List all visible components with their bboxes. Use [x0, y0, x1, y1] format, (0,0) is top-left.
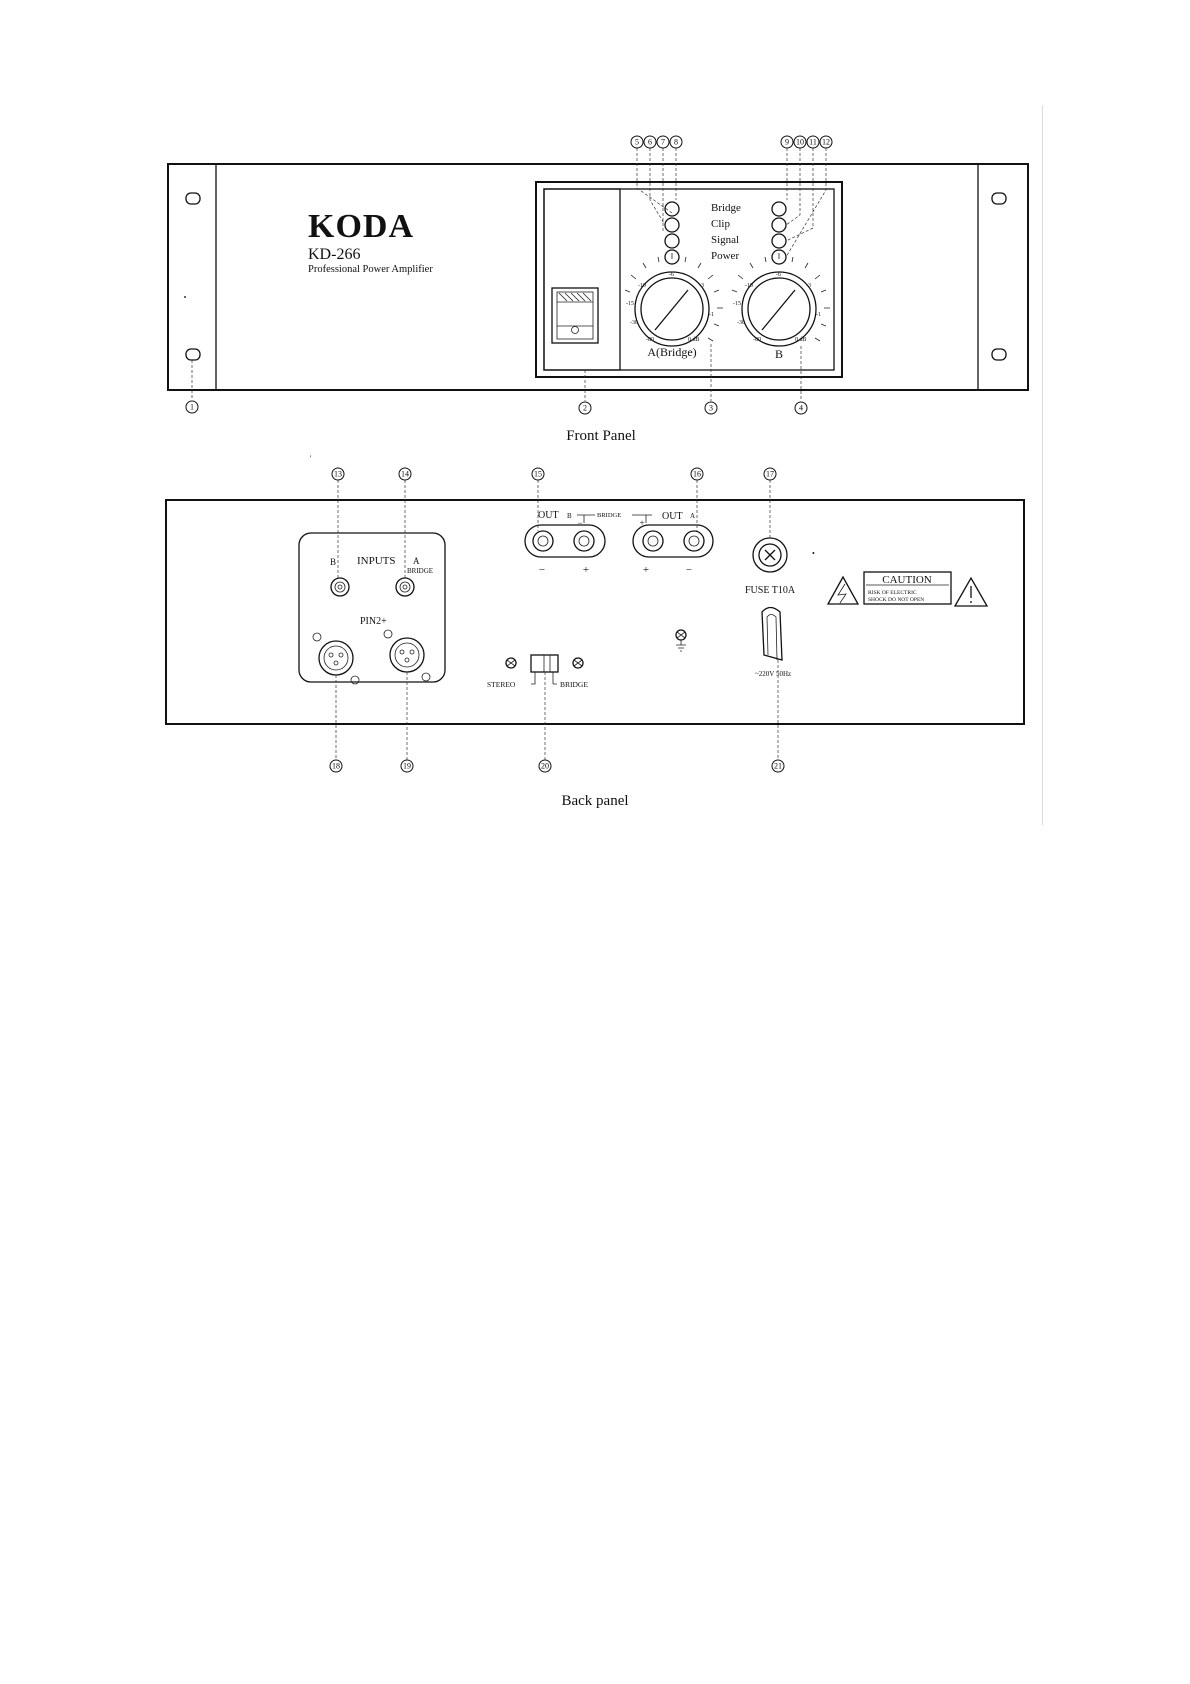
polarity-1: − [538, 564, 546, 576]
dot-mark: • [812, 549, 815, 558]
knob-a-tick-0db: 0 dB [688, 337, 700, 343]
svg-text:1: 1 [190, 402, 194, 412]
brand-logo: KODA [308, 208, 414, 245]
bridge-minus: − [577, 518, 583, 528]
switch-bridge-label: BRIDGE [560, 680, 588, 689]
out-a-channel: A [690, 512, 696, 520]
power-cord [762, 608, 782, 661]
caution-label [828, 572, 987, 606]
rack-slot-bottom-left [186, 349, 200, 360]
knob-b-tick-m6: -6 [776, 272, 781, 278]
speaker-post-b-neg[interactable] [533, 531, 553, 551]
knob-a-tick-m10: -10 [638, 283, 646, 289]
input-jack-b[interactable] [331, 578, 349, 596]
callout-19 [401, 760, 413, 772]
speaker-post-a-pos[interactable] [643, 531, 663, 551]
svg-text:14: 14 [401, 469, 409, 479]
switch-leaders [531, 672, 557, 684]
rack-slot-top-left [186, 193, 200, 204]
bridge-led-b [772, 202, 786, 216]
callout-21 [772, 760, 784, 772]
rack-slot-top-right [992, 193, 1006, 204]
callout-1 [186, 401, 198, 413]
label-bridge: Bridge [711, 202, 741, 214]
callout-11 [807, 136, 819, 148]
signal-led-a [665, 234, 679, 248]
svg-text:8: 8 [674, 137, 678, 147]
svg-text:2: 2 [583, 403, 587, 413]
out-b-channel: B [567, 512, 572, 520]
back-panel-caption: Back panel [561, 793, 629, 809]
svg-text:18: 18 [332, 761, 340, 771]
label-signal: Signal [711, 234, 740, 246]
callout-3 [705, 402, 717, 414]
knob-a-tick-m30: -30 [630, 320, 638, 326]
power-switch[interactable] [552, 288, 598, 343]
speaker-post-b-pos[interactable] [574, 531, 594, 551]
stereo-bridge-switch[interactable] [531, 655, 558, 672]
fuse-label: FUSE T10A [745, 585, 796, 596]
polarity-4: − [685, 564, 693, 576]
callout-5 [631, 136, 643, 148]
signal-led-b [772, 234, 786, 248]
product-subtitle: Professional Power Amplifier [308, 264, 433, 275]
label-clip: Clip [711, 218, 730, 230]
input-bridge-label: BRIDGE [407, 567, 434, 575]
svg-text:21: 21 [774, 761, 782, 771]
knob-b-tick-m10: -10 [745, 283, 753, 289]
callout-18 [330, 760, 342, 772]
input-b-label: B [330, 557, 337, 567]
callout-14 [399, 468, 411, 480]
callout-20 [539, 760, 551, 772]
switch-screw-left [506, 658, 516, 668]
warning-bolt-icon [828, 577, 858, 604]
ground-terminal [676, 630, 686, 651]
svg-text:19: 19 [403, 761, 411, 771]
knob-a-tick-m80: -80 [646, 337, 654, 343]
svg-text:15: 15 [534, 469, 542, 479]
caution-line-2: SHOCK DO NOT OPEN [868, 597, 925, 603]
inputs-label: INPUTS [357, 555, 396, 567]
callout-8 [670, 136, 682, 148]
svg-text:3: 3 [709, 403, 713, 413]
model-name: KD-266 [308, 246, 361, 263]
speaker-post-a-neg[interactable] [684, 531, 704, 551]
clip-led-b [772, 218, 786, 232]
power-rating-label: ~220V 50Hz [755, 670, 792, 678]
svg-text:9: 9 [785, 137, 789, 147]
knob-b-label: B [774, 347, 784, 361]
callout-4 [795, 402, 807, 414]
output-a-block [633, 525, 713, 557]
bridge-plus: + [639, 518, 645, 528]
knob-b-tick-m80: -80 [753, 337, 761, 343]
front-panel-outline [168, 164, 1028, 390]
fuse-holder[interactable] [753, 538, 787, 572]
front-panel-caption: Front Panel [566, 428, 636, 444]
knob-b-tick-m3: -3 [806, 283, 811, 289]
callout-9 [781, 136, 793, 148]
label-power: Power [711, 250, 740, 262]
caution-line-1: RISK OF ELECTRIC [868, 590, 917, 596]
callout-6 [644, 136, 656, 148]
leaders-led-a [637, 148, 676, 233]
out-a-label: OUT [662, 511, 683, 522]
clip-led-a [665, 218, 679, 232]
svg-text:20: 20 [541, 761, 549, 771]
knob-a-tick-m6: -6 [669, 272, 674, 278]
bridge-led-a [665, 202, 679, 216]
output-b-block [525, 525, 605, 557]
switch-stereo-label: STEREO [487, 680, 516, 689]
knob-b-tick-0db: 0 dB [795, 337, 807, 343]
svg-text:12: 12 [822, 137, 830, 147]
svg-text:6: 6 [648, 137, 652, 147]
callout-17 [764, 468, 776, 480]
svg-text:11: 11 [809, 137, 817, 147]
out-b-label: OUT [538, 510, 559, 521]
leaders-back-top [338, 480, 770, 578]
callout-10 [794, 136, 806, 148]
caution-title: CAUTION [882, 574, 932, 586]
svg-text:13: 13 [334, 469, 342, 479]
polarity-2: + [582, 564, 590, 576]
callout-13 [332, 468, 344, 480]
svg-text:17: 17 [766, 469, 774, 479]
gain-knob-a[interactable] [625, 253, 723, 346]
svg-text:7: 7 [661, 137, 665, 147]
knob-a-tick-m15: -15 [626, 301, 634, 307]
knob-a-tick-m3: -3 [699, 283, 704, 289]
switch-screw-right [573, 658, 583, 668]
callout-7 [657, 136, 669, 148]
knob-b-tick-m1: -1 [816, 312, 821, 318]
bridge-output-label: BRIDGE [597, 512, 622, 519]
gain-knob-b[interactable] [732, 253, 830, 346]
input-a-label: A [413, 556, 420, 566]
callout-2 [579, 402, 591, 414]
polarity-3: + [642, 564, 650, 576]
front-panel [168, 136, 1028, 444]
back-panel [166, 454, 1024, 809]
leaders-front-bottom [192, 344, 801, 401]
svg-text:5: 5 [635, 137, 639, 147]
svg-text:10: 10 [796, 137, 804, 147]
knob-a-label: A(Bridge) [647, 345, 697, 359]
knob-a-tick-m1: -1 [709, 312, 714, 318]
stray-mark: ' [310, 454, 312, 463]
leaders-back-bottom [336, 660, 778, 760]
rack-slot-bottom-right [992, 349, 1006, 360]
knob-b-tick-m30: -30 [737, 320, 745, 326]
svg-text:16: 16 [693, 469, 701, 479]
knob-b-tick-m15: -15 [733, 301, 741, 307]
svg-text:4: 4 [799, 403, 803, 413]
callout-15 [532, 468, 544, 480]
callout-12 [820, 136, 832, 148]
callout-16 [691, 468, 703, 480]
input-jack-a[interactable] [396, 578, 414, 596]
pin-label: PIN2+ [360, 616, 387, 627]
back-panel-outline [166, 500, 1024, 724]
